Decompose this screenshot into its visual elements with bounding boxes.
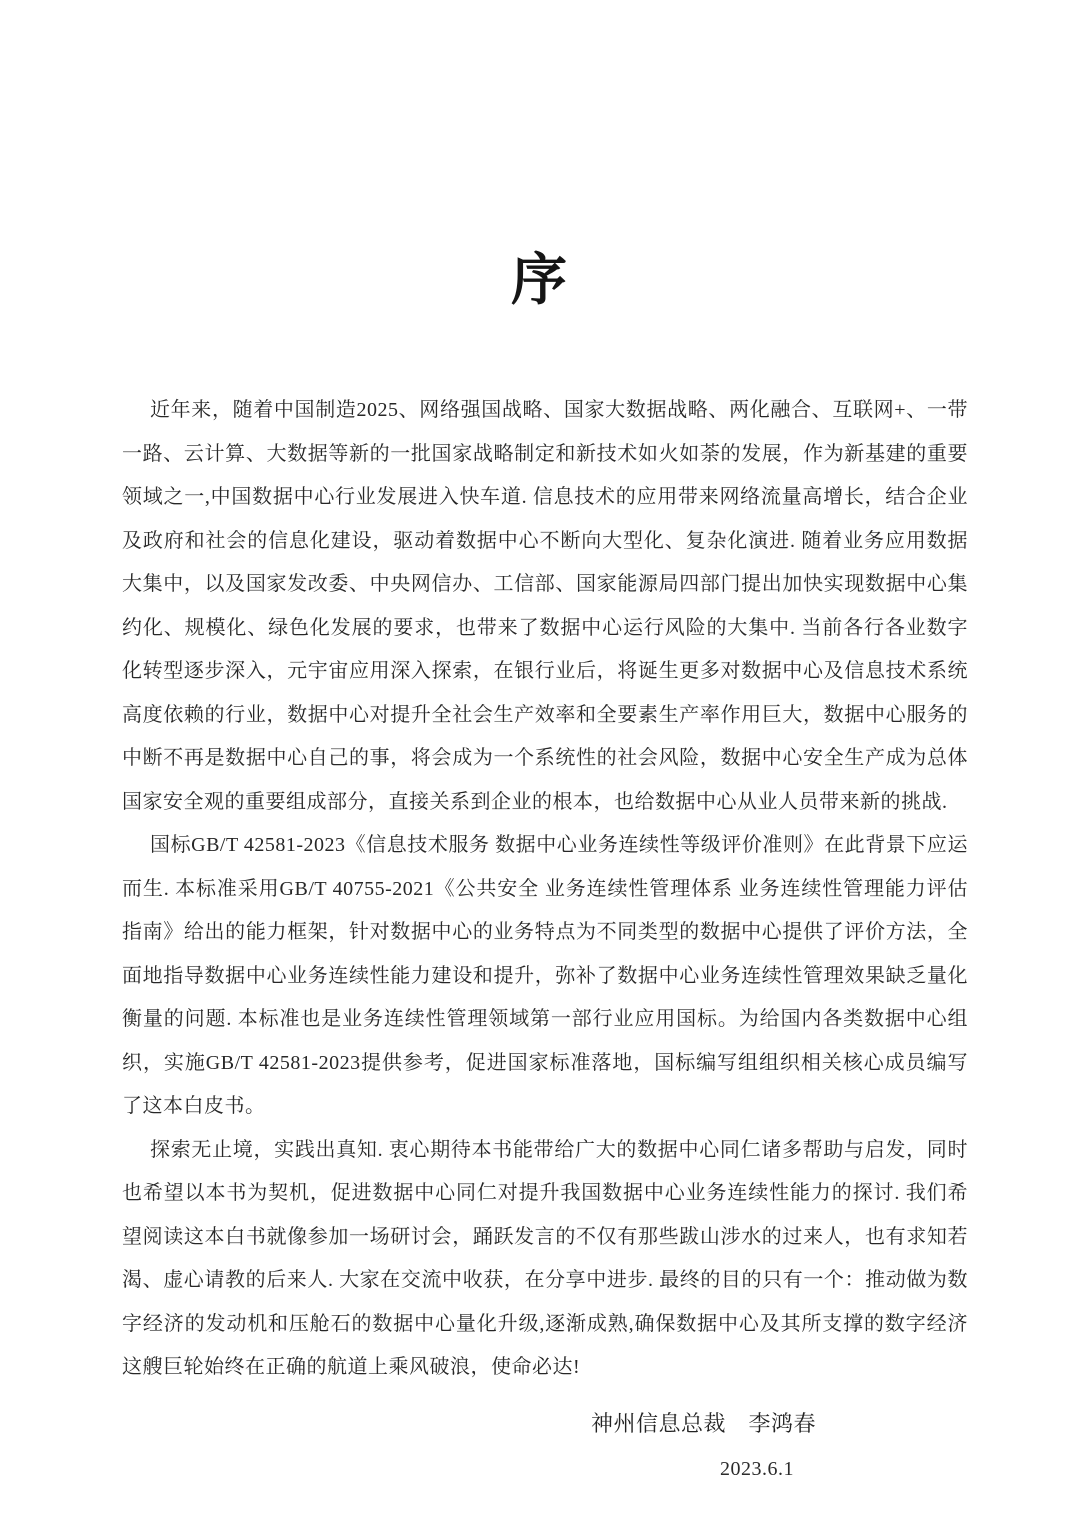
preface-paragraph-3: 探索无止境，实践出真知. 衷心期待本书能带给广大的数据中心同仁诸多帮助与启发，同时也希望以本书为契机，促进数据中心同仁对提升我国数据中心业务连续性能力的探讨. 我们希望阅读这本白书就像参加一场研讨会，踊跃发言的不仅有那些跋山涉水的过来人，也有求知若渴、虚心请教的后来人. 大家在交流中收获，在分享中进步. 最终的目的只有一个：推动做为数字经济的发动机和压舱石的数据中心量化升级,逐渐成熟,确保数据中心及其所支撑的数字经济这艘巨轮始终在正确的航道上乘风破浪，使命必达! <box>122 1138 968 1378</box>
preface-paragraph-1: 近年来，随着中国制造2025、网络强国战略、国家大数据战略、两化融合、互联网+、一带一路、云计算、大数据等新的一批国家战略制定和新技术如火如荼的发展，作为新基建的重要领域之一,中国数据中心行业发展进入快车道. 信息技术的应用带来网络流量高增长，结合企业及政府和社会的信息化建设，驱动着数据中心不断向大型化、复杂化演进. 随着业务应用数据大集中，以及国家发改委、中央网信办、工信部、国家能源局四部门提出加快实现数据中心集约化、规模化、绿色化发展的要求，也带来了数据中心运行风险的大集中. 当前各行各业数字化转型逐步深入，元宇宙应用深入探索，在银行业后，将诞生更多对数据中心及信息技术系统高度依赖的行业，数据中心对提升全社会生产效率和全要素生产率作用巨大，数据中心服务的中断不再是数据中心自己的事，将会成为一个系统性的社会风险，数据中心安全生产成为总体国家安全观的重要组成部分，直接关系到企业的根本，也给数据中心从业人员带来新的挑战. <box>122 399 968 813</box>
preface-body <box>122 389 968 1492</box>
preface-paragraph-2: 国标GB/T 42581-2023《信息技术服务 数据中心业务连续性等级评价准则》在此背景下应运而生. 本标准采用GB/T 40755-2021《公共安全 业务连续性管理体系 业务连续性管理能力评估指南》给出的能力框架，针对数据中心的业务特点为不同类型的数据中心提供了评价方法，全面地指导数据中心业务连续性能力建设和提升，弥补了数据中心业务连续性管理效果缺乏量化衡量的问题. 本标准也是业务连续性管理领域第一部行业应用国标。为给国内各类数据中心组织，实施GB/T 42581-2023提供参考，促进国家标准落地，国标编写组组织相关核心成员编写了这本白皮书。 <box>122 834 968 1117</box>
signature-block <box>122 1402 968 1492</box>
page-title: 序 <box>511 250 569 312</box>
signature-line: 神州信息总裁 李鸿春 <box>590 1410 816 1436</box>
date-line: 2023.6.1 <box>720 1457 794 1480</box>
